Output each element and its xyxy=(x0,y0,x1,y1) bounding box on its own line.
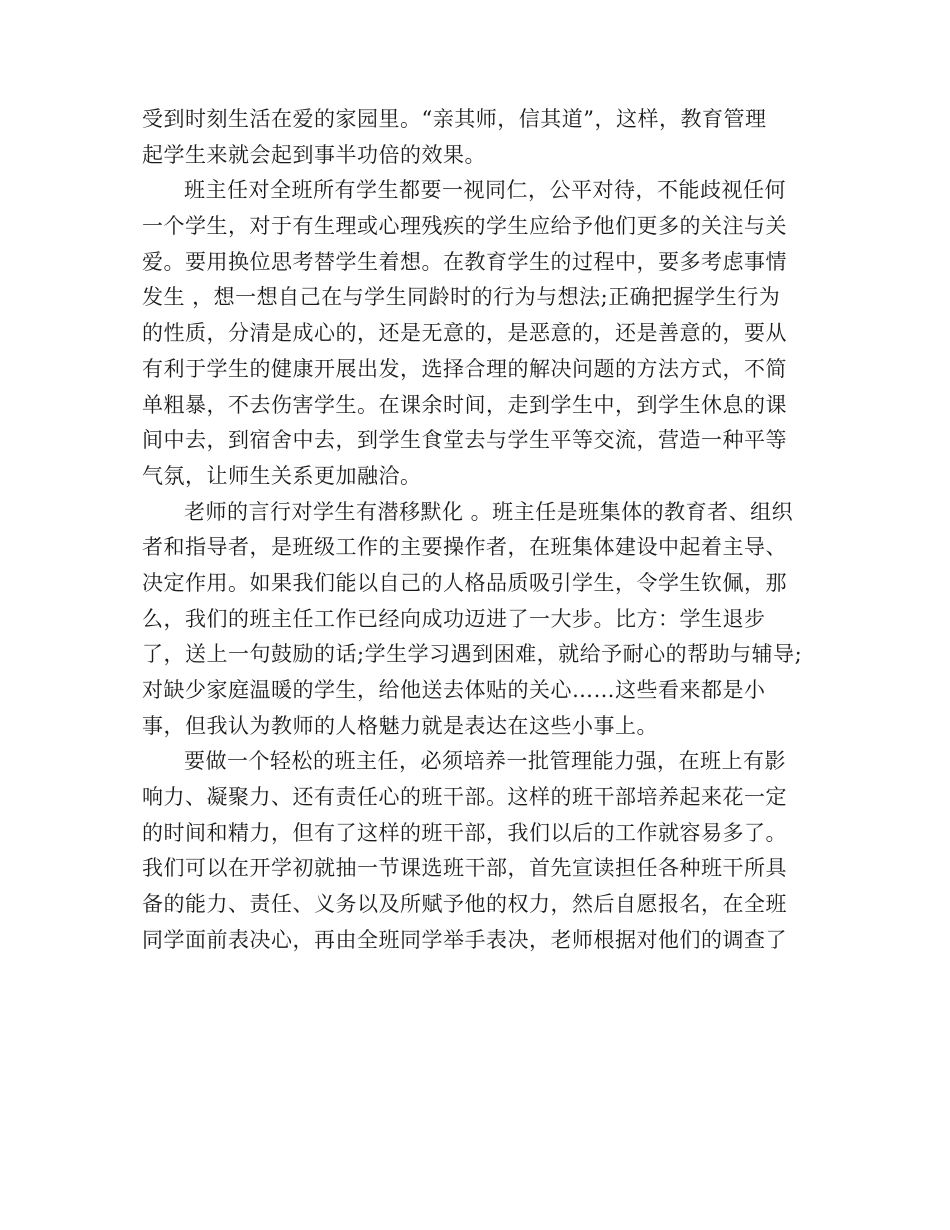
paragraph-start-line: 要做一个轻松的班主任，必须培养一批管理能力强，在班上有影 xyxy=(184,749,786,774)
text-line: 决定作用。如果我们能以自己的人格品质吸引学生，令学生钦佩，那 xyxy=(142,570,787,595)
text-line: 爱。要用换位思考替学生着想。在教育学生的过程中，要多考虑事情 xyxy=(142,249,787,274)
text-line: 发生 ，想一想自己在与学生同龄时的行为与想法;正确把握学生行为 xyxy=(142,285,781,310)
text-line: 对缺少家庭温暖的学生，给他送去体贴的关心……这些看来都是小 xyxy=(142,678,766,702)
text-line: 间中去，到宿舍中去，到学生食堂去与学生平等交流，营造一种平等 xyxy=(142,428,787,453)
text-line: 事，但我认为教师的人格魅力就是表达在这些小事上。 xyxy=(142,713,658,738)
paragraph-start-line: 老师的言行对学生有潜移默化 。班主任是班集体的教育者、组织 xyxy=(184,499,794,524)
text-line: 起学生来就会起到事半功倍的效果。 xyxy=(142,142,486,167)
text-line: 一个学生，对于有生理或心理残疾的学生应给予他们更多的关注与关 xyxy=(142,214,787,239)
text-line: 备的能力、责任、义务以及所赋予他的权力，然后自愿报名，在全班 xyxy=(142,892,787,917)
text-line: 同学面前表决心，再由全班同学举手表决，老师根据对他们的调查了 xyxy=(142,927,787,952)
text-line: 单粗暴，不去伤害学生。在课余时间，走到学生中，到学生休息的课 xyxy=(142,392,787,417)
text-line: 有利于学生的健康开展出发，选择合理的解决问题的方法方式，不简 xyxy=(142,356,787,381)
text-line: 的性质，分清是成心的，还是无意的，是恶意的，还是善意的，要从 xyxy=(142,321,787,346)
text-line: 么，我们的班主任工作已经向成功迈进了一大步。比方：学生退步 xyxy=(142,606,766,631)
text-line: 响力、凝聚力、还有责任心的班干部。这样的班干部培养起来花一定 xyxy=(142,785,787,810)
text-line: 了，送上一句鼓励的话;学生学习遇到困难，就给予耐心的帮助与辅导; xyxy=(142,642,803,667)
text-line: 的时间和精力，但有了这样的班干部，我们以后的工作就容易多了。 xyxy=(142,820,787,845)
text-line: 受到时刻生活在爱的家园里。“亲其师，信其道”，这样，教育管理 xyxy=(142,107,767,131)
text-line: 我们可以在开学初就抽一节课选班干部，首先宣读担任各种班干所具 xyxy=(142,856,787,881)
paragraph-start-line: 班主任对全班所有学生都要一视同仁，公平对待，不能歧视任何 xyxy=(184,178,786,203)
text-line: 者和指导者，是班级工作的主要操作者，在班集体建设中起着主导、 xyxy=(142,535,787,560)
text-line: 气氛，让师生关系更加融洽。 xyxy=(142,463,422,488)
document-body xyxy=(142,102,842,959)
